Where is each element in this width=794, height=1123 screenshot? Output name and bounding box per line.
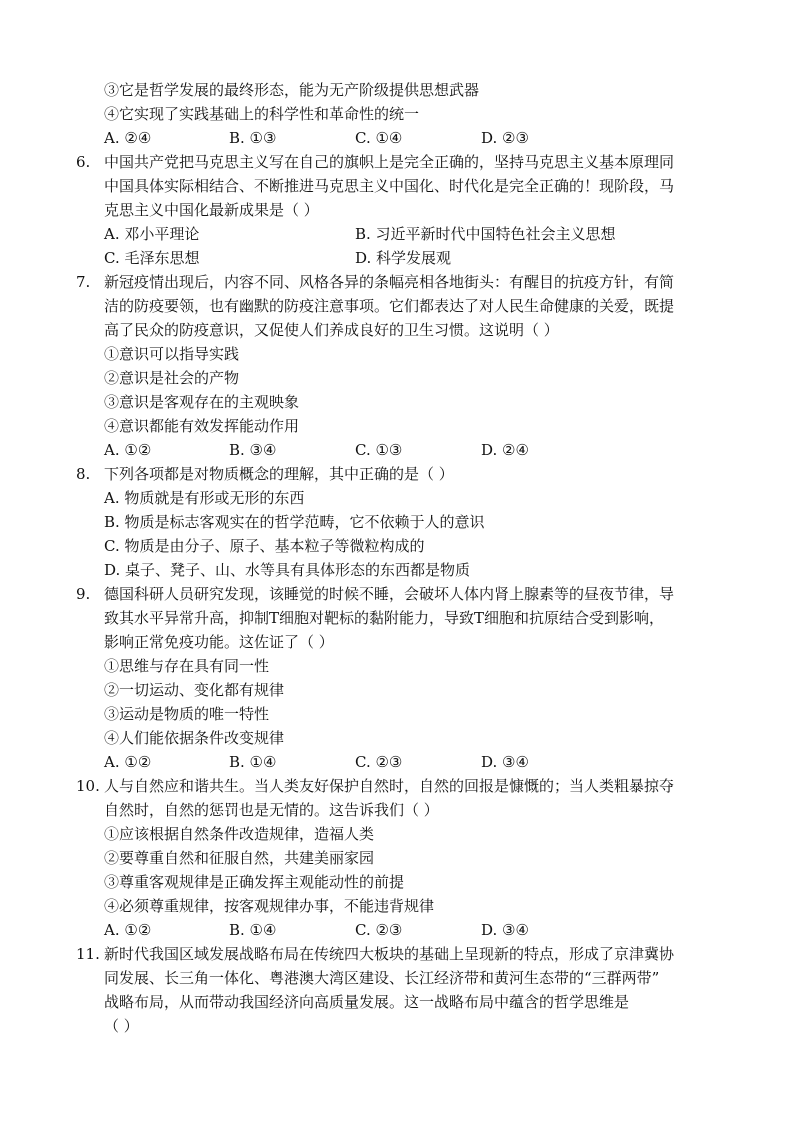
question-text: 同发展、长三角一体化、粤港澳大湾区建设、长江经济带和黄河生态带的“三群两带” [104, 969, 660, 987]
option-b: B. ③④ [229, 441, 277, 459]
question-text: 战略布局，从而带动我国经济向高质量发展。这一战略布局中蕴含的哲学思维是 [104, 993, 630, 1011]
question-text: 德国科研人员研究发现，该睡觉的时候不睡，会破坏人体内肾上腺素等的昼夜节律，导 [104, 585, 675, 603]
question-text: 致其水平异常升高，抑制T细胞对靶标的黏附能力，导致T细胞和抗原结合受到影响， [104, 609, 665, 627]
option-c: C. 物质是由分子、原子、基本粒子等微粒构成的 [104, 537, 425, 555]
option-a: A. ①② [104, 753, 152, 771]
option-d: D. ③④ [481, 753, 529, 771]
option-d: D. ③④ [481, 921, 529, 939]
option-a: A. ①② [104, 441, 152, 459]
option-b: B. 习近平新时代中国特色社会主义思想 [355, 225, 616, 243]
statement: ④人们能依据条件改变规律 [104, 729, 285, 747]
statement: ①思维与存在具有同一性 [104, 657, 270, 675]
question-text: 下列各项都是对物质概念的理解，其中正确的是（ ） [104, 465, 454, 483]
option-c: C. ②③ [355, 921, 403, 939]
question-text: 新冠疫情出现后，内容不同、风格各异的条幅亮相各地街头：有醒目的抗疫方针，有简 [104, 273, 675, 291]
statement: ④必须尊重规律，按客观规律办事，不能违背规律 [104, 897, 435, 915]
question-number: 8. [76, 465, 91, 483]
statement: ③意识是客观存在的主观映象 [104, 393, 300, 411]
answer-blank: （ ） [104, 1017, 139, 1035]
statement: ①应该根据自然条件改造规律，造福人类 [104, 825, 375, 843]
option-b: B. 物质是标志客观实在的哲学范畴，它不依赖于人的意识 [104, 513, 485, 531]
question-number: 7. [76, 273, 91, 291]
option-c: C. ①④ [355, 129, 403, 147]
option-c: C. ①③ [355, 441, 403, 459]
question-text: 克思主义中国化最新成果是（ ） [104, 201, 319, 219]
option-c: C. ②③ [355, 753, 403, 771]
statement: ③运动是物质的唯一特性 [104, 705, 270, 723]
question-number: 11. [76, 945, 100, 963]
option-d: D. 科学发展观 [355, 249, 452, 267]
statement-3: ③它是哲学发展的最终形态，能为无产阶级提供思想武器 [104, 81, 480, 99]
question-text: 洁的防疫要领，也有幽默的防疫注意事项。它们都表达了对人民生命健康的关爱，既提 [104, 297, 675, 315]
question-number: 6. [76, 153, 91, 171]
option-d: D. ②③ [481, 129, 529, 147]
statement: ②要尊重自然和征服自然，共建美丽家园 [104, 849, 375, 867]
option-d: D. ②④ [481, 441, 529, 459]
statement: ④意识都能有效发挥能动作用 [104, 417, 300, 435]
statement: ③尊重客观规律是正确发挥主观能动性的前提 [104, 873, 405, 891]
statement: ①意识可以指导实践 [104, 345, 240, 363]
question-text: 中国共产党把马克思主义写在自己的旗帜上是完全正确的，坚持马克思主义基本原理同 [104, 153, 675, 171]
option-a: A. ①② [104, 921, 152, 939]
option-b: B. ①③ [229, 129, 277, 147]
question-text: 高了民众的防疫意识，又促使人们养成良好的卫生习惯。这说明（ ） [104, 321, 559, 339]
option-a: A. 物质就是有形或无形的东西 [104, 489, 305, 507]
option-a: A. ②④ [104, 129, 152, 147]
question-number: 10. [76, 777, 100, 795]
statement: ②一切运动、变化都有规律 [104, 681, 285, 699]
option-a: A. 邓小平理论 [104, 225, 200, 243]
question-text: 中国具体实际相结合、不断推进马克思主义中国化、时代化是完全正确的！现阶段，马 [104, 177, 675, 195]
statement: ②意识是社会的产物 [104, 369, 240, 387]
question-text: 人与自然应和谐共生。当人类友好保护自然时，自然的回报是慷慨的；当人类粗暴掠夺 [104, 777, 675, 795]
statement-4: ④它实现了实践基础上的科学性和革命性的统一 [104, 105, 420, 123]
option-d: D. 桌子、凳子、山、水等具有具体形态的东西都是物质 [104, 561, 471, 579]
option-b: B. ①④ [229, 921, 277, 939]
option-b: B. ①④ [229, 753, 277, 771]
question-text: 影响正常免疫功能。这佐证了（ ） [104, 633, 334, 651]
option-c: C. 毛泽东思想 [104, 249, 200, 267]
question-text: 自然时，自然的惩罚也是无情的。这告诉我们（ ） [104, 801, 439, 819]
question-number: 9. [76, 585, 91, 603]
question-text: 新时代我国区域发展战略布局在传统四大板块的基础上呈现新的特点，形成了京津冀协 [104, 945, 675, 963]
